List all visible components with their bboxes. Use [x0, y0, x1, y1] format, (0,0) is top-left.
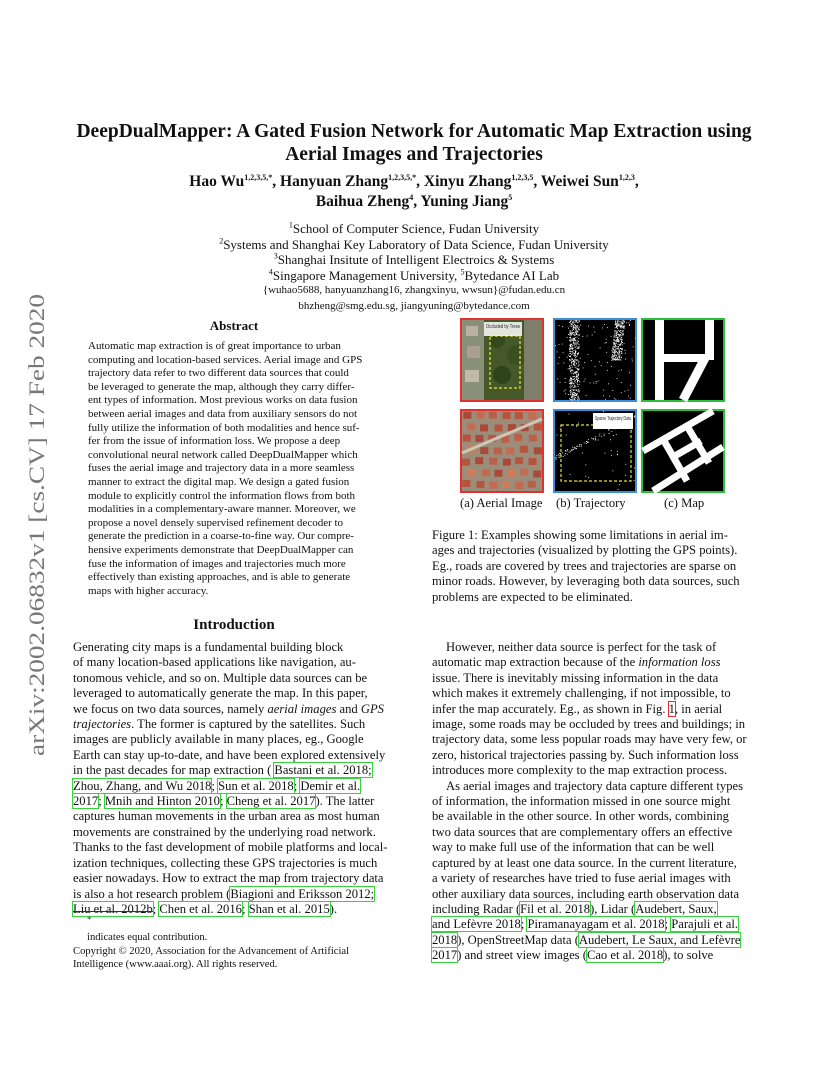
affiliation-text: School of Computer Science, Fudan University: [292, 221, 540, 236]
authors-line-2: Baihua Zheng$^4$, Yuning Jiang$^5$: [315, 192, 513, 210]
author-sup: 5: [508, 192, 513, 202]
text-line: [432, 763, 756, 778]
citation-link[interactable]: Bastani et al. 2018;: [274, 763, 372, 778]
footnote-line: [73, 913, 403, 945]
text-line: [432, 887, 756, 902]
text-line: [73, 732, 397, 747]
author-list: [60, 172, 768, 212]
text: ;: [98, 794, 105, 809]
abstract-body: [88, 340, 382, 598]
affiliation-sup: 4: [268, 267, 273, 277]
figure-caption: [432, 528, 758, 605]
subfigure-label-b: (b) Trajectory: [556, 496, 626, 510]
figure-1: [460, 318, 730, 518]
text: leveraged to automatically generate the map. In this paper,: [73, 686, 368, 701]
trajectory-points-2: [555, 411, 635, 491]
author-name: Xinyu Zhang: [423, 173, 512, 190]
text-line: [73, 809, 397, 824]
text-line: [73, 748, 397, 763]
text-line: Figure 1: Examples showing some limitations in aerial im-: [432, 528, 728, 542]
text-line: maps with higher accuracy.: [88, 584, 209, 597]
emphasis: information loss: [638, 655, 721, 670]
citation-link[interactable]: Fil et al. 2018: [520, 901, 591, 916]
text-line: [73, 640, 397, 655]
text-line: [432, 871, 756, 886]
text-line: generate the prediction in a coarse-to-fine way. Our compre-: [88, 530, 354, 543]
text: ;: [520, 917, 528, 932]
figure-ref-link[interactable]: 1: [668, 701, 675, 716]
text-line: module to explicitly control the information flows from both: [88, 489, 356, 502]
citation-link[interactable]: Liu et al. 2012b: [73, 901, 153, 916]
citation-link[interactable]: Mnih and Hinton 2010: [104, 794, 220, 809]
text-line: [432, 948, 756, 963]
paper-title: [60, 120, 768, 166]
trajectory-panel-2: [553, 409, 637, 493]
text: , in aerial: [674, 701, 723, 716]
aerial-image-panel-houses: [460, 409, 544, 493]
text-line: fuses the aerial image and trajectory data in a more seamless: [88, 462, 355, 475]
text-line: ent types of information. Most previous works on data fusion: [88, 394, 358, 407]
text-line: [432, 732, 756, 747]
citation-link[interactable]: 2017: [432, 948, 458, 963]
author-name: Hao Wu: [189, 173, 245, 190]
text: ;: [293, 778, 301, 793]
text: including Radar (: [432, 901, 521, 916]
affiliation-text: Systems and Shanghai Key Laboratory of Data Science, Fudan University: [223, 236, 609, 252]
text-line: be leveraged to generate the map, although they carry differ-: [88, 380, 355, 393]
text-line: convolutional neural network called DeepDualMapper which: [88, 448, 358, 461]
citation-link[interactable]: Cao et al. 2018: [586, 948, 664, 963]
text: of many location-based applications like navigation, au-: [73, 655, 356, 670]
footnote-rule: [73, 911, 153, 912]
citation-link[interactable]: and Lefèvre 2018: [432, 917, 521, 932]
author-sup: 1,2,3: [618, 172, 635, 182]
aerial-photo-trees: [462, 320, 542, 400]
text: Thanks to the fast development of mobile platforms and local-: [73, 840, 388, 855]
citation-link[interactable]: Cheng et al. 2017: [226, 794, 316, 809]
affiliation-sup: 1: [288, 220, 293, 230]
email-line: {wuhao5688, hanyuanzhang16, zhangxinyu, wwsun}@fudan.edu.cn: [262, 284, 566, 297]
text: image, some roads may be occluded by trees and buildings; in: [432, 717, 746, 732]
text: infer the map accurately. Eg., as shown in Fig.: [432, 701, 669, 716]
text-line: [432, 794, 756, 809]
affiliation-text: Bytedance AI Lab: [464, 267, 560, 283]
text: ization techniques, collecting these GPS trajectories is much: [73, 855, 378, 870]
text: ). The latter: [315, 794, 375, 809]
text-line: [432, 640, 756, 655]
text: easier nowadays. How to extract the map from trajectory data: [73, 871, 384, 886]
email-line: bhzheng@smg.edu.sg, jiangyuning@bytedance.com: [298, 299, 530, 312]
citation-link[interactable]: Audebert, Saux,: [635, 901, 717, 916]
text: Generating city maps is a fundamental building block: [73, 640, 344, 654]
footnote-mark: *: [87, 914, 92, 924]
text-line: [432, 840, 756, 855]
text: ), Lidar (: [590, 901, 636, 916]
text-line: [73, 717, 397, 732]
emphasis: trajectories: [73, 717, 132, 732]
text: trajectory data, some less popular roads may have very few, or: [432, 732, 747, 747]
emphasis: GPS: [360, 701, 384, 716]
text-line: Automatic map extraction is of great importance to urban: [88, 340, 341, 352]
author-sup: 4: [409, 192, 414, 202]
intro-column-right: [432, 640, 756, 964]
text-line: minor roads. However, by leveraging both data sources, such: [432, 574, 740, 589]
text-line: [432, 655, 756, 670]
arxiv-side-stamp: [14, 290, 54, 760]
text-line: [73, 825, 397, 840]
text: As aerial images and trajectory data capture different types: [446, 778, 743, 793]
text-line: [73, 686, 397, 701]
citation-link[interactable]: Piramanayagam et al. 2018: [527, 917, 665, 932]
text-line: [73, 702, 397, 717]
author-sup: 1,2,3,5,*: [244, 172, 273, 182]
text: be available in the other source. In other words, combining: [432, 809, 729, 824]
map-roads-2: [643, 411, 723, 491]
emphasis: aerial images: [267, 701, 337, 716]
text-line: [432, 671, 756, 686]
copyright-line: Intelligence (www.aaai.org). All rights reserved.: [73, 959, 278, 971]
trees-label-line: Occluded by Trees: [486, 324, 521, 330]
authors-line-1: Hao $Wu^{1,2,3,5,*}$, Hanyuan Zhang$^{1,2,3,5,*}$, Xinyu Zhang$^{1,2,3,5}$, Weiwei Sun$^{1,2,3}$,: [189, 172, 639, 190]
text-line: [432, 917, 756, 932]
text: and: [336, 701, 361, 716]
text: issue. There is inevitably missing information in the data: [432, 670, 719, 685]
text: However, neither data source is perfect for the task of: [446, 640, 717, 654]
text-line: [73, 871, 397, 886]
text-line: [73, 887, 397, 902]
text: ;: [664, 917, 672, 932]
text-line: propose a novel densely supervised refinement decoder to: [88, 516, 344, 529]
text-line: [432, 779, 756, 794]
text: introduces more complexity to the map extraction process.: [432, 763, 728, 778]
affiliation-text: Shanghai Insitute of Intelligent Electroics & Systems: [277, 252, 555, 268]
abstract-heading: Abstract: [209, 318, 259, 333]
text-line: hensive experiments demonstrate that DeepDualMapper can: [88, 543, 354, 556]
subfigure-label-a: (a) Aerial Image: [460, 496, 543, 510]
citation-link[interactable]: Sun et al. 2018: [218, 778, 294, 793]
title-line-1: DeepDualMapper: A Gated Fusion Network for Automatic Map Extraction using: [76, 121, 752, 142]
text: ).: [329, 901, 338, 916]
text: a variety of researches have tried to fuse aerial images with: [432, 871, 731, 886]
affiliations: [60, 221, 768, 315]
citation-link[interactable]: Biagioni and Eriksson 2012;: [230, 886, 375, 901]
intro-column-left: [73, 640, 397, 917]
text-line: ages and trajectories (visualized by plotting the GPS points).: [432, 543, 738, 558]
text: which makes it extremely challenging, if not impossible, to: [432, 686, 731, 701]
affiliation-line: [60, 221, 768, 237]
text-line: Eg., roads are covered by trees and trajectories are sparse on: [432, 558, 737, 573]
aerial-image-panel-trees: [460, 318, 544, 402]
footnotes: [73, 913, 403, 972]
text: in the past decades for map extraction (: [73, 763, 275, 778]
text-line: effectively than existing approaches, and is able to generate: [88, 571, 351, 584]
affiliation-sup: 5: [460, 267, 465, 277]
trajectory-panel-1: [553, 318, 637, 402]
text: ;: [152, 901, 160, 916]
text-line: [432, 933, 756, 948]
text-line: [432, 856, 756, 871]
text-line: [73, 856, 397, 871]
aerial-photo-houses: [462, 411, 542, 491]
text-line: [432, 717, 756, 732]
citation-link[interactable]: 2018: [432, 932, 458, 947]
text-line: [432, 809, 756, 824]
title-line-2: Aerial Images and Trajectories: [285, 144, 543, 165]
text-line: trajectory data refer to two different data sources that could: [88, 367, 349, 380]
section-heading-introduction: Introduction: [193, 617, 275, 633]
affiliation-line: [60, 237, 768, 253]
text-line: [73, 763, 397, 778]
text-line: [432, 902, 756, 917]
citation-link[interactable]: 2017: [73, 794, 99, 809]
text: ), OpenStreetMap data (: [457, 932, 579, 947]
affiliation-sup: 2: [219, 236, 224, 246]
copyright-line: Copyright © 2020, Association for the Advancement of Artificial: [73, 945, 350, 957]
text: we focus on two data sources, namely: [73, 701, 268, 716]
author-sup: 1,2,3,5: [511, 172, 534, 182]
text: of information, the information missed in one source might: [432, 794, 731, 809]
citation-link[interactable]: Zhou, Zhang, and Wu 2018: [73, 778, 212, 793]
affiliation-line: [60, 252, 768, 268]
text: zero, historical trajectories passing by. Such information loss: [432, 747, 739, 762]
text: captures human movements in the urban area as most human: [73, 809, 380, 824]
trajectory-points-1: [555, 320, 635, 400]
text: tonomous vehicle, and so on. Multiple data sources can be: [73, 670, 368, 685]
text-line: fully utilize the information of both modalities and hence suf-: [88, 421, 360, 434]
text-line: [432, 702, 756, 717]
citation-link[interactable]: Audebert, Le Saux, and Lefèvre: [578, 932, 741, 947]
text-line: [73, 840, 397, 855]
arxiv-id-text: arXiv:2002.06832v1 [cs.CV] 17 Feb 2020: [24, 383, 49, 756]
subfigure-label-c: (c) Map: [664, 496, 705, 510]
author-name: Baihua Zheng: [315, 193, 410, 210]
text-line: [73, 671, 397, 686]
text: captured by at least one data source. In the current literature,: [432, 855, 737, 870]
text-line: problems are expected to be eliminated.: [432, 589, 633, 604]
text: automatic map extraction because of the: [432, 655, 639, 670]
text: two data sources that are complementary offers an effective: [432, 824, 733, 839]
map-roads-1: [643, 320, 723, 400]
affiliation-sup: 3: [273, 251, 278, 261]
text: ;: [219, 794, 227, 809]
text-line: fer from the issue of information loss. We propose a deep: [88, 435, 341, 448]
text: other auxiliary data sources, including earth observation data: [432, 886, 740, 901]
text-line: [73, 779, 397, 794]
citation-link[interactable]: Shan et al. 2015: [248, 901, 330, 916]
text: movements are constrained by the underlying road network.: [73, 824, 376, 839]
author-sup: 1,2,3,5,*: [388, 172, 417, 182]
text: ;: [241, 901, 249, 916]
text: images are publicly available in many places, eg., Google: [73, 732, 364, 747]
text-line: computing and location-based services. Aerial image and GPS: [88, 353, 363, 366]
map-panel-1: [641, 318, 725, 402]
text-line: modalities in a complementary-aware manner. Moreover, we: [88, 503, 356, 516]
citation-link[interactable]: Parajuli et al.: [671, 917, 739, 932]
citation-link[interactable]: Demir et al.: [300, 778, 361, 793]
author-name: Weiwei Sun: [540, 173, 619, 190]
text: Earth can stay up-to-date, and have been explored extensively: [73, 747, 386, 762]
affiliation-text: Singapore Management University,: [272, 267, 461, 283]
text-line: [432, 748, 756, 763]
text: ;: [211, 778, 219, 793]
author-name: Hanyuan Zhang: [280, 173, 389, 190]
affiliation-line: [60, 268, 768, 284]
text: ), to solve: [663, 948, 714, 963]
text-line: [432, 686, 756, 701]
map-panel-2: [641, 409, 725, 493]
text-line: manner to extract the digital map. We design a gated fusion: [88, 475, 350, 488]
text: way to make full use of the information that can be well: [432, 840, 715, 855]
citation-link[interactable]: Chen et al. 2016: [159, 901, 242, 916]
text-line: [73, 794, 397, 809]
text-line: [432, 825, 756, 840]
sparse-label-line: Sparse Trajectory Data: [595, 416, 632, 422]
text: . The former is captured by the satellites. Such: [131, 717, 366, 732]
text-line: between aerial images and data from auxiliary sensors do not: [88, 407, 358, 420]
text: is also a hot research problem (: [73, 886, 231, 901]
author-name: Yuning Jiang: [420, 193, 509, 210]
text: ) and street view images (: [457, 948, 587, 963]
text-line: [73, 655, 397, 670]
text-line: fuse the information of images and trajectories much more: [88, 557, 346, 570]
text: indicates equal contribution.: [87, 932, 208, 944]
